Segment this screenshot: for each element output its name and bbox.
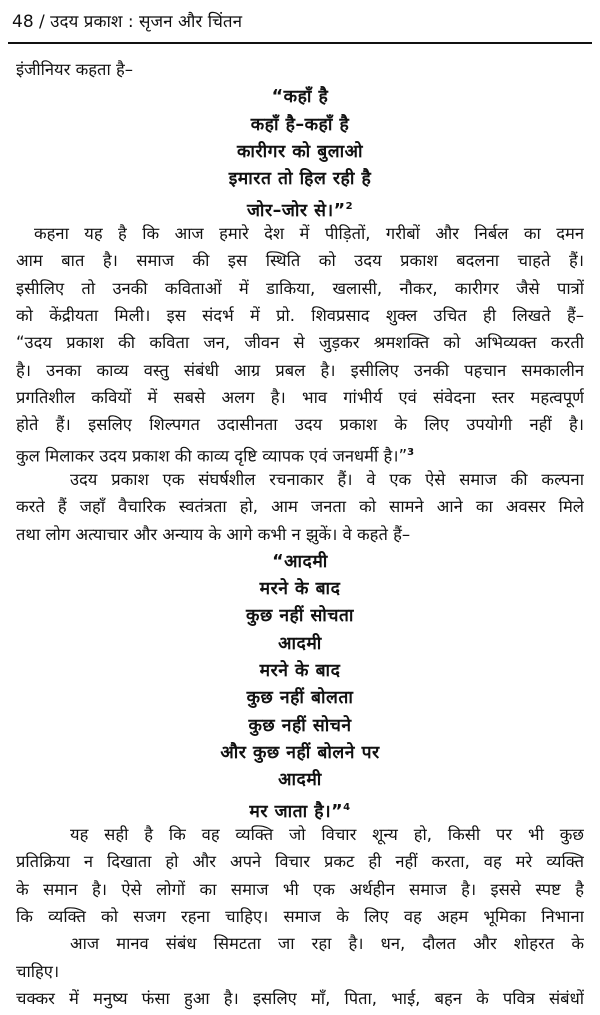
- poem2-last-line: [0, 795, 600, 821]
- paragraph-line: कि व्यक्ति को सजग रहना चाहिए। समाज के लिए वह अहम भूमिका निभाना: [16, 907, 584, 926]
- running-head: 48 / उदय प्रकाश : सृजन और चिंतन: [12, 12, 243, 32]
- paragraph-line: आज मानव संबंध सिमटता जा रहा है। धन, दौलत और शोहरत के: [70, 931, 584, 957]
- quote-last-line: [16, 440, 584, 466]
- poem2-line: आदमी: [278, 634, 322, 654]
- quote-line: कुल मिलाकर उदय प्रकाश की काव्य दृष्टि व्यापक एवं जनधर्मी है।”: [16, 446, 408, 466]
- quote-line: प्रगतिशील कवियों में सबसे अलग है। भाव गांभीर्य एवं संवेदना स्तर महत्वपूर्ण: [16, 388, 584, 407]
- poem1-line: “कहाँ है: [271, 87, 329, 107]
- paragraph-line: करते हैं जहाँ वैचारिक स्वतंत्रता हो, आम जनता को सामने आने का अवसर मिले: [16, 497, 584, 516]
- poem1-line: इमारत तो हिल रही है: [228, 169, 372, 189]
- paragraph-line: आम बात है। समाज की इस स्थिति को उदय प्रकाश बदलना चाहते हैं।: [16, 251, 584, 270]
- paragraph-line: प्रतिक्रिया न दिखाता हो और अपने विचार प्रकट ही नहीं करता, वह मरे व्यक्ति: [16, 852, 584, 871]
- footnote-marker: 3: [407, 447, 415, 458]
- footnote-marker: 2: [345, 201, 354, 212]
- paragraph-line: के समान है। ऐसे लोगों का समाज भी एक अर्थहीन समाज है। इससे स्पष्ट है: [16, 880, 584, 899]
- poem2-line: मर जाता है।”: [249, 801, 344, 822]
- poem2-line: कुछ नहीं सोचने: [248, 716, 352, 736]
- paragraph-line: को केंद्रीयता मिली। इस संदर्भ में प्रो. शिवप्रसाद शुक्ल उचित ही लिखते हैं–: [16, 306, 584, 325]
- footnote-marker: 4: [343, 802, 351, 813]
- paragraph-line: तथा लोग अत्याचार और अन्याय के आगे कभी न झुकें। वे कहते हैं–: [16, 525, 411, 544]
- intro-line: इंजीनियर कहता है–: [16, 60, 133, 79]
- paragraph-line: चाहिए।: [16, 962, 60, 981]
- paragraph-line: चक्कर में मनुष्य फंसा हुआ है। इसलिए माँ, पिता, भाई, बहन के पवित्र संबंधों: [16, 986, 584, 1012]
- header-rule: [8, 42, 592, 44]
- paragraph-line: इसीलिए तो उनकी कविताओं में डाकिया, खलासी, नौकर, कारीगर जैसे पात्रों: [16, 279, 584, 298]
- poem2-line: कुछ नहीं बोलता: [246, 688, 354, 708]
- quote-line: है। उनका काव्य वस्तु संबंधी आग्र प्रबल है। इसीलिए उनकी पहचान समकालीन: [16, 361, 584, 380]
- poem2-line: मरने के बाद: [259, 661, 341, 681]
- poem1-line: कहाँ है–कहाँ है: [250, 115, 350, 135]
- paragraph-line: यह सही है कि वह व्यक्ति जो विचार शून्य हो, किसी पर भी कुछ: [70, 825, 584, 844]
- quote-line: होते हैं। इसलिए शिल्पगत उदासीनता उदय प्रकाश के लिए उपयोगी नहीं है।: [16, 415, 584, 434]
- poem2-line: आदमी: [278, 770, 322, 790]
- poem1-line: कारीगर को बुलाओ: [236, 142, 364, 162]
- poem1-last-line: [0, 194, 600, 220]
- poem2-line: कुछ नहीं सोचता: [246, 606, 354, 626]
- poem2-line: “आदमी: [272, 552, 328, 572]
- poem2-line: मरने के बाद: [259, 579, 341, 599]
- poem1-line: जोर–जोर से।”: [246, 200, 346, 221]
- poem2-line: और कुछ नहीं बोलने पर: [220, 743, 380, 763]
- paragraph-line: उदय प्रकाश एक संघर्षशील रचनाकार हैं। वे एक ऐसे समाज की कल्पना: [70, 470, 584, 489]
- paragraph-line: कहना यह है कि आज हमारे देश में पीड़ितों, गरीबों और निर्बल का दमन: [34, 224, 584, 243]
- quote-line: “उदय प्रकाश की कविता जन, जीवन से जुड़कर श्रमशक्ति को अभिव्यक्त करती: [16, 333, 584, 352]
